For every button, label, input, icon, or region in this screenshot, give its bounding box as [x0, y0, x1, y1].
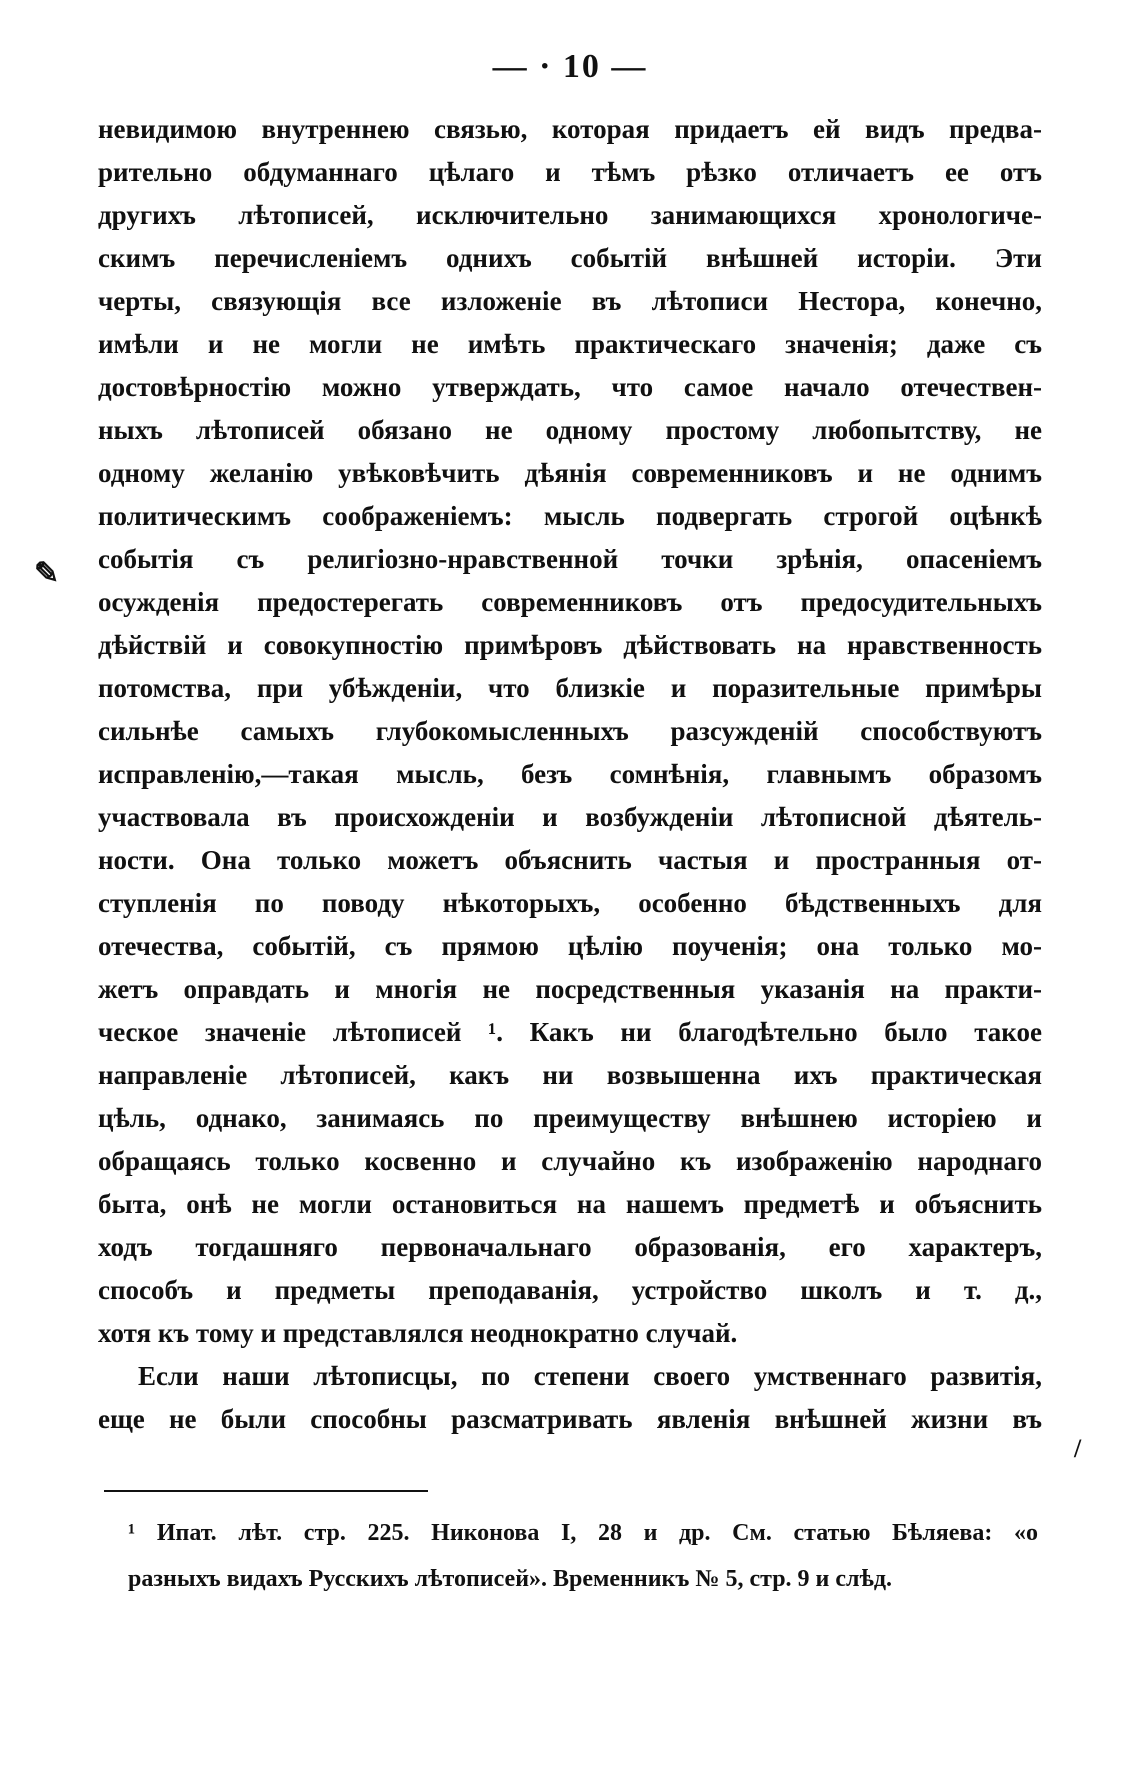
text-line: другихъ лѣтописей, исключительно занимающихся хронологиче-	[98, 200, 1042, 230]
text-line: дѣйствій и совокупностію примѣровъ дѣйствовать на нравственность	[98, 630, 1042, 660]
margin-slash-mark: /	[1074, 1434, 1082, 1463]
text-line: осужденія предостерегать современниковъ отъ предосудительныхъ	[98, 587, 1042, 617]
text-line: отечества, событій, съ прямою цѣлію поученія; она только мо-	[98, 931, 1042, 961]
footnote-line: разныхъ видахъ Русскихъ лѣтописей». Временникъ № 5, стр. 9 и слѣд.	[128, 1566, 893, 1592]
margin-pencil-mark-icon: ✎	[34, 557, 60, 590]
footnote-divider	[104, 1490, 428, 1492]
text-line: сильнѣе самыхъ глубокомысленныхъ разсужденій способствуютъ	[98, 716, 1042, 746]
text-line: политическимъ соображеніемъ: мысль подвергать строгой оцѣнкѣ	[98, 501, 1042, 531]
text-line: потомства, при убѣжденіи, что близкіе и поразительные примѣры	[98, 673, 1042, 703]
text-line: хотя къ тому и представлялся неоднократно случай.	[98, 1318, 738, 1348]
text-line: рительно обдуманнаго цѣлаго и тѣмъ рѣзко отличаетъ ее отъ	[98, 157, 1042, 187]
page-number: — · 10 —	[492, 48, 648, 85]
text-line: одному желанію увѣковѣчить дѣянія современниковъ и не однимъ	[98, 458, 1042, 488]
text-line: способъ и предметы преподаванія, устройство школъ и т. д.,	[98, 1275, 1042, 1305]
text-line: черты, связующія все изложеніе въ лѣтописи Нестора, конечно,	[98, 286, 1042, 316]
text-line: невидимою внутреннею связью, которая придаетъ ей видъ предва-	[98, 114, 1042, 144]
text-line: скимъ перечисленіемъ однихъ событій внѣшней исторіи. Эти	[98, 243, 1042, 273]
text-line: еще не были способны разсматривать явленія внѣшней жизни въ	[98, 1404, 1042, 1434]
text-line: ности. Она только можетъ объяснить частыя и пространныя от-	[98, 845, 1042, 875]
text-line: обращаясь только косвенно и случайно къ изображенію народнаго	[98, 1146, 1042, 1176]
text-line: ныхъ лѣтописей обязано не одному простому любопытству, не	[98, 415, 1042, 445]
footnotes	[128, 1510, 1038, 1602]
text-line: достовѣрностію можно утверждать, что самое начало отечествен-	[98, 372, 1042, 402]
text-line: цѣль, однако, занимаясь по преимуществу внѣшнею исторіею и	[98, 1103, 1042, 1133]
text-line: Если наши лѣтописцы, по степени своего умственнаго развитія,	[138, 1361, 1042, 1391]
text-line: направленіе лѣтописей, какъ ни возвышенна ихъ практическая	[98, 1060, 1042, 1090]
main-text	[98, 108, 1042, 1441]
text-line: жетъ оправдать и многія не посредственныя указанія на практи-	[98, 974, 1042, 1004]
text-line: имѣли и не могли не имѣть практическаго значенія; даже съ	[98, 329, 1042, 359]
text-line: ступленія по поводу нѣкоторыхъ, особенно бѣдственныхъ для	[98, 888, 1042, 918]
footnote-line: ¹ Ипат. лѣт. стр. 225. Никонова I, 28 и др. См. статью Бѣляева: «о	[128, 1520, 1038, 1546]
text-line: участвовала въ происхожденіи и возбужденіи лѣтописной дѣятель-	[98, 802, 1042, 832]
text-line: событія съ религіозно-нравственной точки зрѣнія, опасеніемъ	[98, 544, 1042, 574]
text-line: ходъ тогдашняго первоначальнаго образованія, его характеръ,	[98, 1232, 1042, 1262]
text-line: ческое значеніе лѣтописей ¹. Какъ ни благодѣтельно было такое	[98, 1017, 1042, 1047]
text-line: исправленію,—такая мысль, безъ сомнѣнія, главнымъ образомъ	[98, 759, 1042, 789]
text-line: быта, онѣ не могли остановиться на нашемъ предметѣ и объяснить	[98, 1189, 1042, 1219]
